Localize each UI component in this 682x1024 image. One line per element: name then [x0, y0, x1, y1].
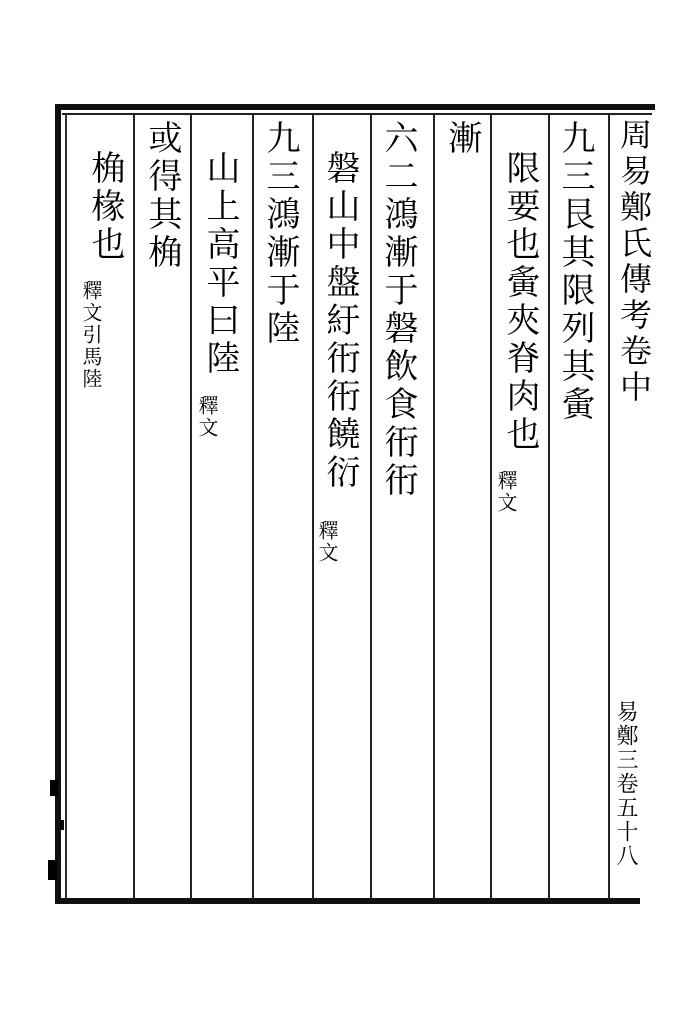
text-column: 桷椽也 — [85, 150, 125, 264]
text-column: 或得其桷 — [142, 120, 182, 272]
text-column: 九三鴻漸于陸 — [260, 120, 300, 348]
text-column: 九三艮其限列其夤 — [555, 120, 595, 424]
text-column: 限要也夤夾脊肉也 — [500, 150, 540, 454]
annotation-note: 釋文 — [315, 520, 339, 564]
text-column: 山上高平曰陸 — [200, 150, 240, 378]
frame-top-inner-border — [62, 113, 652, 115]
margin-fragment: 易鄭三卷五十八 — [613, 700, 638, 868]
column-rule — [433, 114, 435, 898]
text-column: 漸 — [442, 120, 482, 158]
text-column: 六二鴻漸于磐飲食衎衎 — [378, 120, 418, 500]
annotation-note: 釋文引馬陸 — [79, 280, 103, 390]
annotation-note: 釋文 — [494, 470, 518, 514]
scan-speckle — [50, 780, 58, 796]
scan-speckle — [48, 860, 57, 880]
column-rule — [312, 114, 314, 898]
frame-top-border — [55, 104, 655, 110]
column-rule — [190, 114, 192, 898]
column-rule — [370, 114, 372, 898]
scan-speckle — [60, 820, 64, 830]
frame-left-inner-border — [65, 114, 67, 904]
annotation-note: 釋文 — [195, 395, 219, 439]
column-rule — [548, 114, 550, 898]
text-column: 磐山中盤紆衎衎饒衍 — [320, 150, 360, 492]
column-rule — [133, 114, 135, 898]
column-rule — [490, 114, 492, 898]
column-rule — [608, 114, 610, 898]
frame-bottom-border — [55, 898, 640, 904]
header-fragment: 周易鄭氏傳考卷中 — [615, 118, 653, 406]
column-rule — [252, 114, 254, 898]
